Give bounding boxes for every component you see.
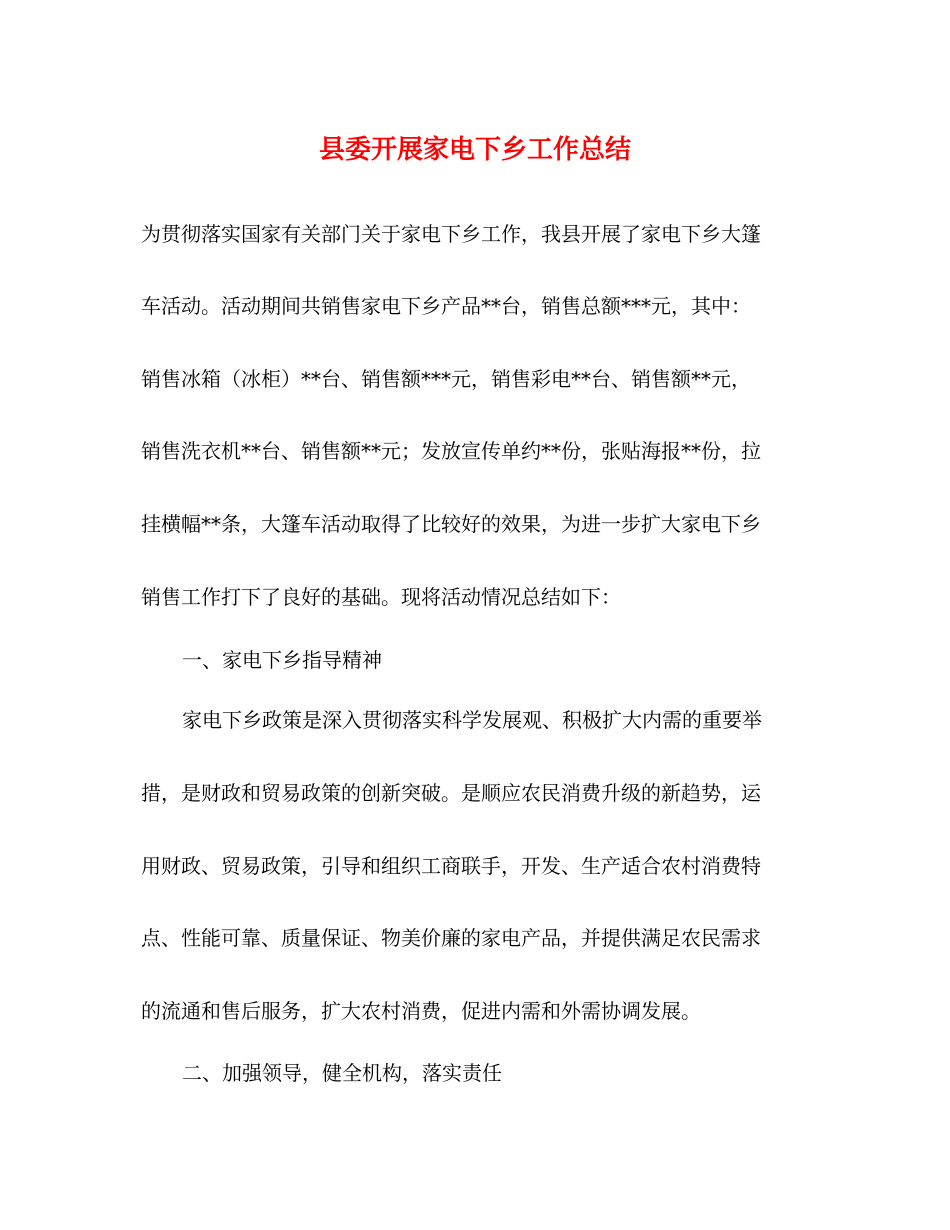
body-line: 销售工作打下了良好的基础。现将活动情况总结如下： (141, 585, 621, 609)
section-heading-1: 一、家电下乡指导精神 (182, 648, 382, 672)
body-line: 家电下乡政策是深入贯彻落实科学发展观、积极扩大内需的重要举 (182, 708, 762, 732)
body-line: 措，是财政和贸易政策的创新突破。是顺应农民消费升级的新趋势，运 (141, 781, 761, 805)
body-line: 的流通和售后服务，扩大农村消费，促进内需和外需协调发展。 (141, 999, 701, 1023)
body-line: 用财政、贸易政策，引导和组织工商联手，开发、生产适合农村消费特 (141, 854, 761, 878)
section-heading-2: 二、加强领导，健全机构，落实责任 (182, 1061, 502, 1085)
body-line: 为贯彻落实国家有关部门关于家电下乡工作，我县开展了家电下乡大篷 (141, 222, 761, 246)
document-title: 县委开展家电下乡工作总结 (318, 135, 631, 165)
body-line: 车活动。活动期间共销售家电下乡产品**台，销售总额***元，其中： (141, 294, 751, 318)
body-line: 挂横幅**条，大篷车活动取得了比较好的效果，为进一步扩大家电下乡 (141, 512, 761, 536)
body-line: 点、性能可靠、质量保证、物美价廉的家电产品，并提供满足农民需求 (141, 926, 761, 950)
body-line: 销售洗衣机**台、销售额**元；发放宣传单约**份，张贴海报**份，拉 (141, 439, 761, 463)
body-line: 销售冰箱（冰柜）**台、销售额***元，销售彩电**台、销售额**元， (141, 367, 751, 391)
